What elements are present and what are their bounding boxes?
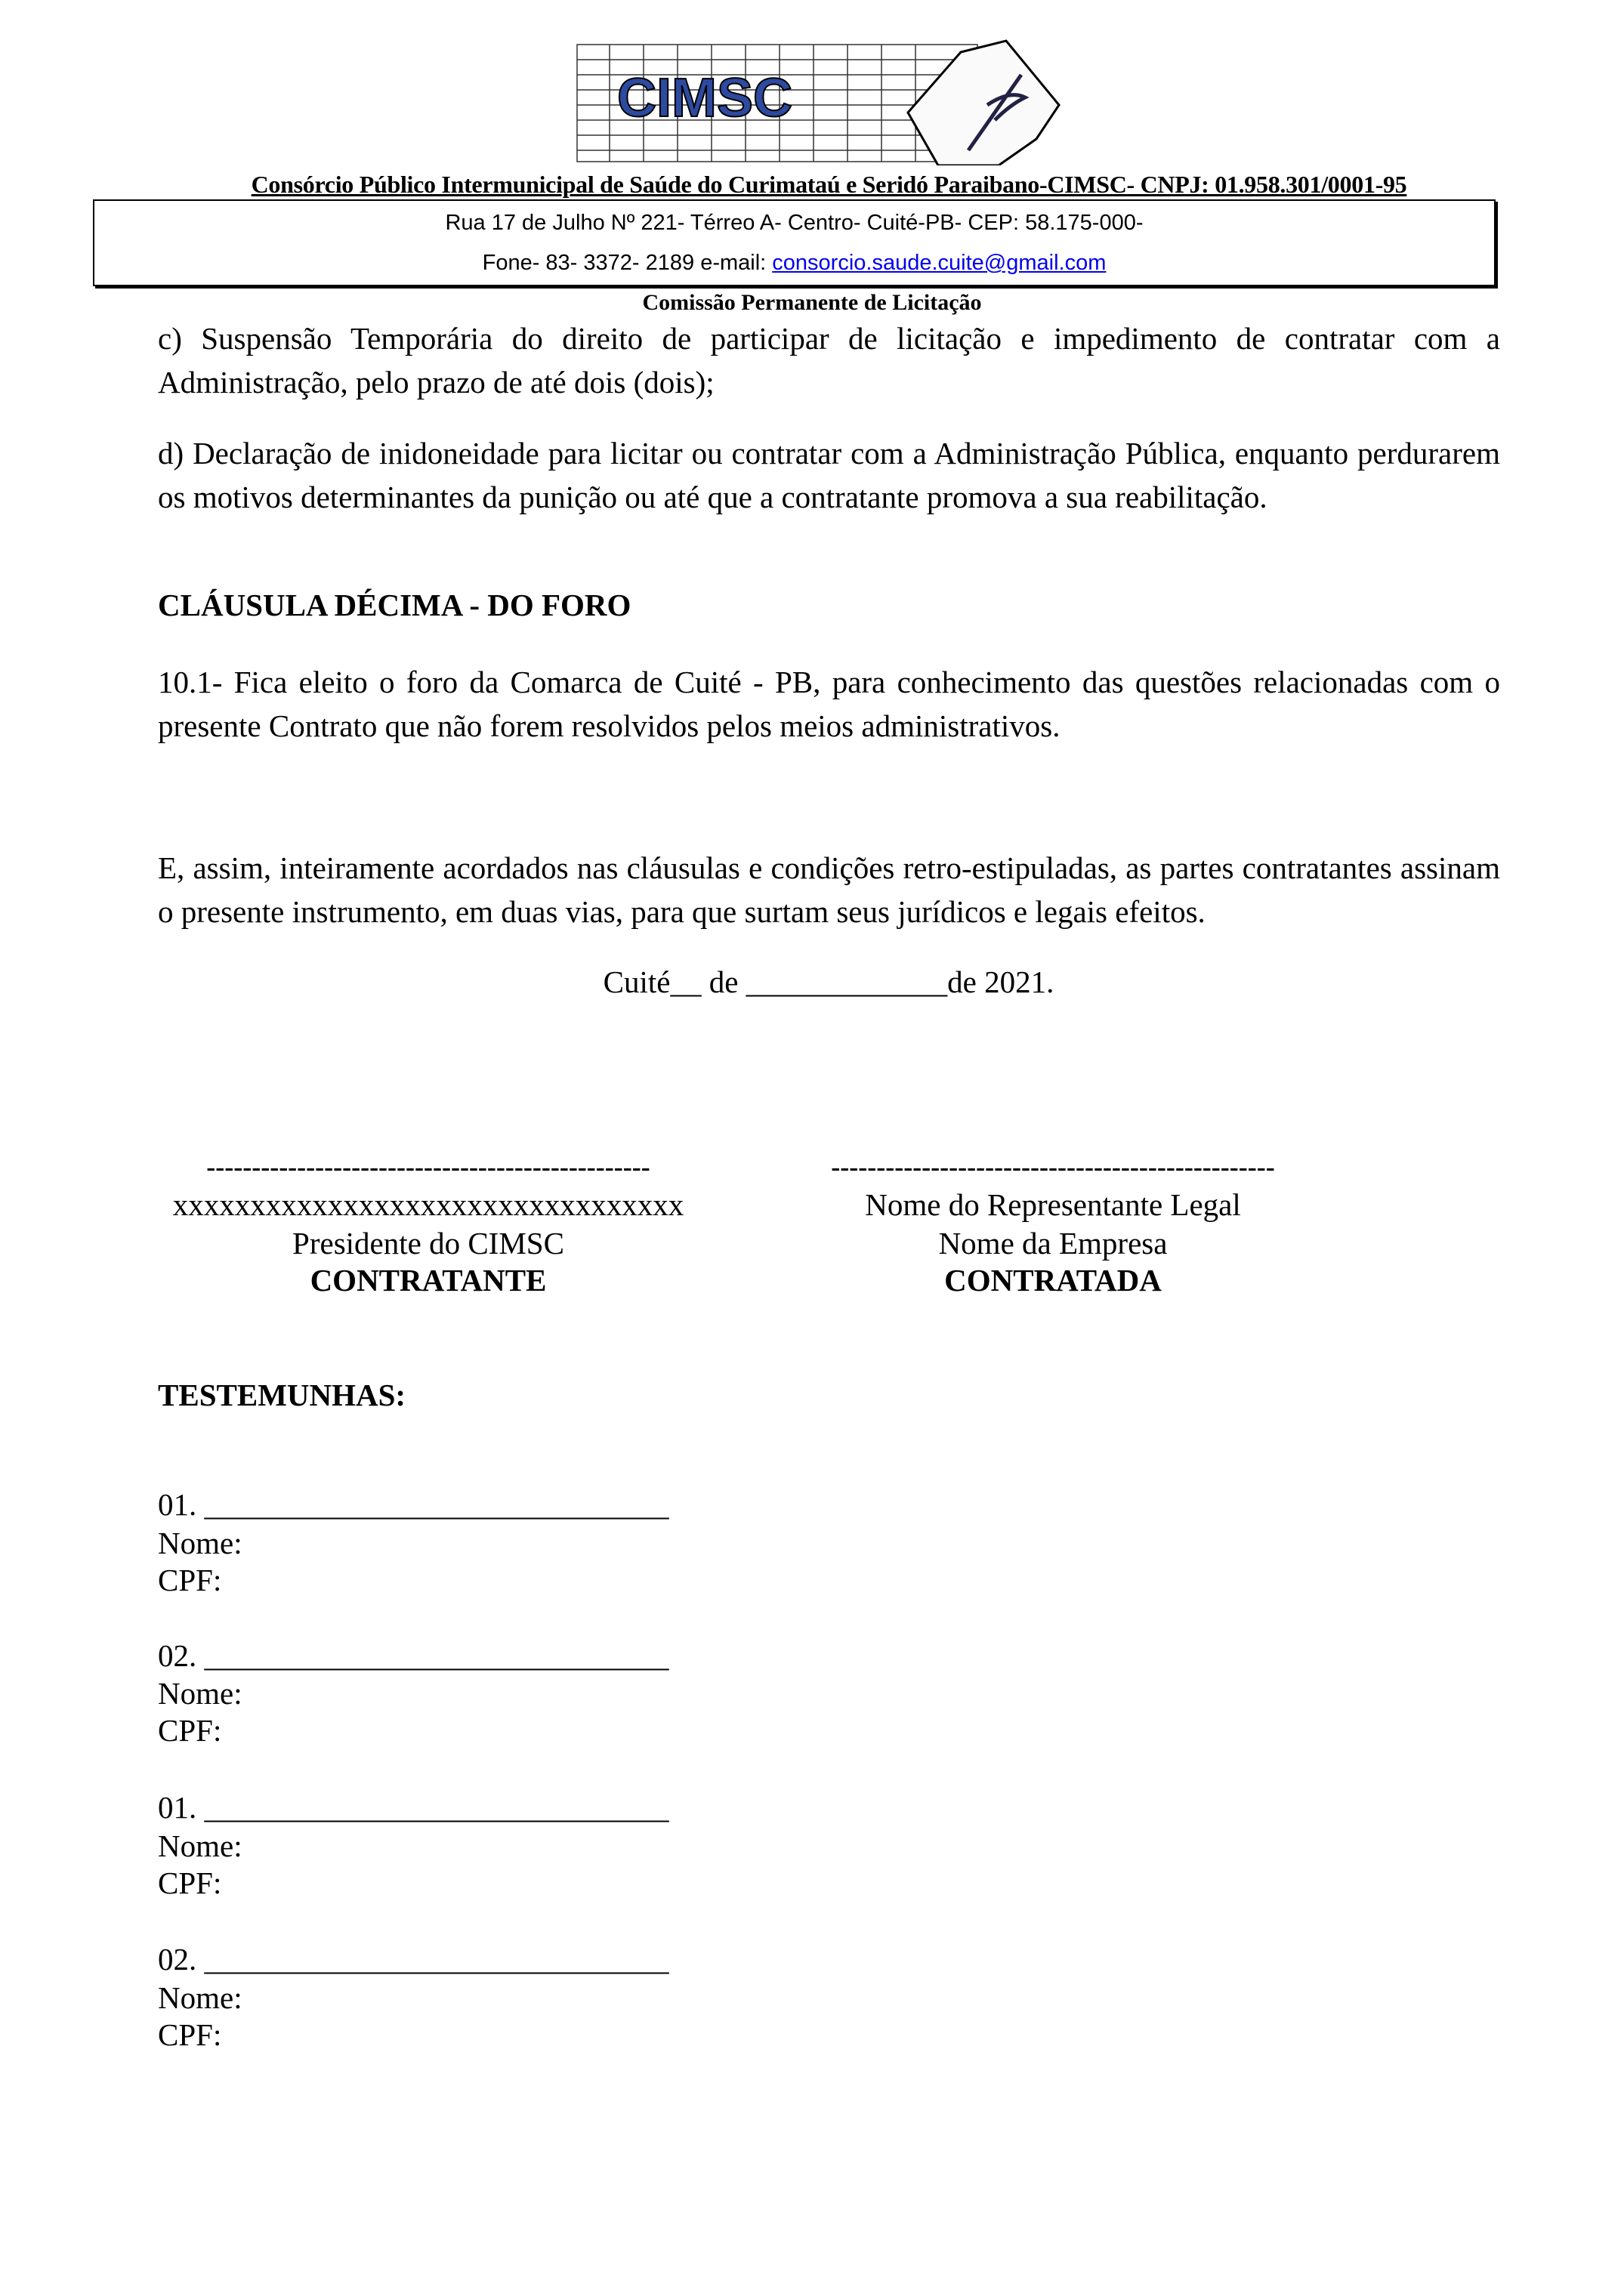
contact-line bbox=[94, 249, 1494, 276]
witness-cpf-label: CPF: bbox=[158, 2017, 222, 2052]
signature-line-right: ------------------------------------------------- bbox=[831, 1152, 1275, 1182]
contractor-name: xxxxxxxxxxxxxxxxxxxxxxxxxxxxxxxxx bbox=[172, 1187, 684, 1222]
witness-name-label: Nome: bbox=[158, 1828, 242, 1863]
contracted-party: CONTRATADA bbox=[944, 1263, 1162, 1298]
witness-line: 01. ______________________________ bbox=[158, 1487, 669, 1522]
witness-line: 02. ______________________________ bbox=[158, 1942, 669, 1977]
witness-cpf-label: CPF: bbox=[158, 1563, 222, 1597]
clause-title: CLÁUSULA DÉCIMA - DO FORO bbox=[158, 588, 631, 622]
phone-label: Fone- 83- 3372- 2189 e-mail: bbox=[482, 251, 767, 275]
item-c: c) Suspensão Temporária do direito de participar de licitação e impedimento de contratar com a Administração, pelo prazo de até dois (dois); bbox=[158, 321, 1500, 400]
witness-line: 02. ______________________________ bbox=[158, 1638, 669, 1673]
witness-name-label: Nome: bbox=[158, 1980, 242, 2015]
contracted-name: Nome do Representante Legal bbox=[865, 1187, 1241, 1222]
cimsc-logo bbox=[576, 37, 1085, 165]
witness-name-label: Nome: bbox=[158, 1526, 242, 1560]
closing-paragraph: E, assim, inteiramente acordados nas cláusulas e condições retro-estipuladas, as partes contratantes assinam o presente instrumento, em duas vias, para que surtam seus jurídicos e legais efeitos. bbox=[158, 850, 1500, 929]
commission-title: Comissão Permanente de Licitação bbox=[642, 290, 982, 315]
contractor-party: CONTRATANTE bbox=[310, 1263, 547, 1298]
witness-name-label: Nome: bbox=[158, 1676, 242, 1711]
logo-text: CIMSC bbox=[617, 68, 792, 128]
witnesses-title: TESTEMUNHAS: bbox=[158, 1378, 406, 1412]
item-d: d) Declaração de inidoneidade para licitar ou contratar com a Administração Pública, enquanto perdurarem os motivos determinantes da punição ou até que a contratante promova a sua reabilitação. bbox=[158, 436, 1500, 514]
signature-line-left: ------------------------------------------------- bbox=[206, 1152, 650, 1182]
witness-cpf-label: CPF: bbox=[158, 1866, 222, 1900]
address-text: Rua 17 de Julho Nº 221- Térreo A- Centro- Cuité-PB- CEP: 58.175-000- bbox=[445, 211, 1144, 235]
date-line: Cuité__ de _____________de 2021. bbox=[603, 964, 1054, 999]
clause-10-1: 10.1- Fica eleito o foro da Comarca de Cuité - PB, para conhecimento das questões relacionadas com o presente Contrato que não forem resolvidos pelos meios administrativos. bbox=[158, 665, 1500, 743]
contracted-role: Nome da Empresa bbox=[938, 1226, 1168, 1261]
address-box bbox=[93, 199, 1496, 286]
organization-line: Consórcio Público Intermunicipal de Saúde do Curimataú e Seridó Paraibano-CIMSC- CNPJ: 01.958.301/0001-95 bbox=[251, 171, 1407, 198]
email-link[interactable]: consorcio.saude.cuite@gmail.com bbox=[772, 251, 1107, 275]
witness-cpf-label: CPF: bbox=[158, 1713, 222, 1748]
witness-line: 01. ______________________________ bbox=[158, 1790, 669, 1825]
contractor-role: Presidente do CIMSC bbox=[292, 1226, 564, 1261]
